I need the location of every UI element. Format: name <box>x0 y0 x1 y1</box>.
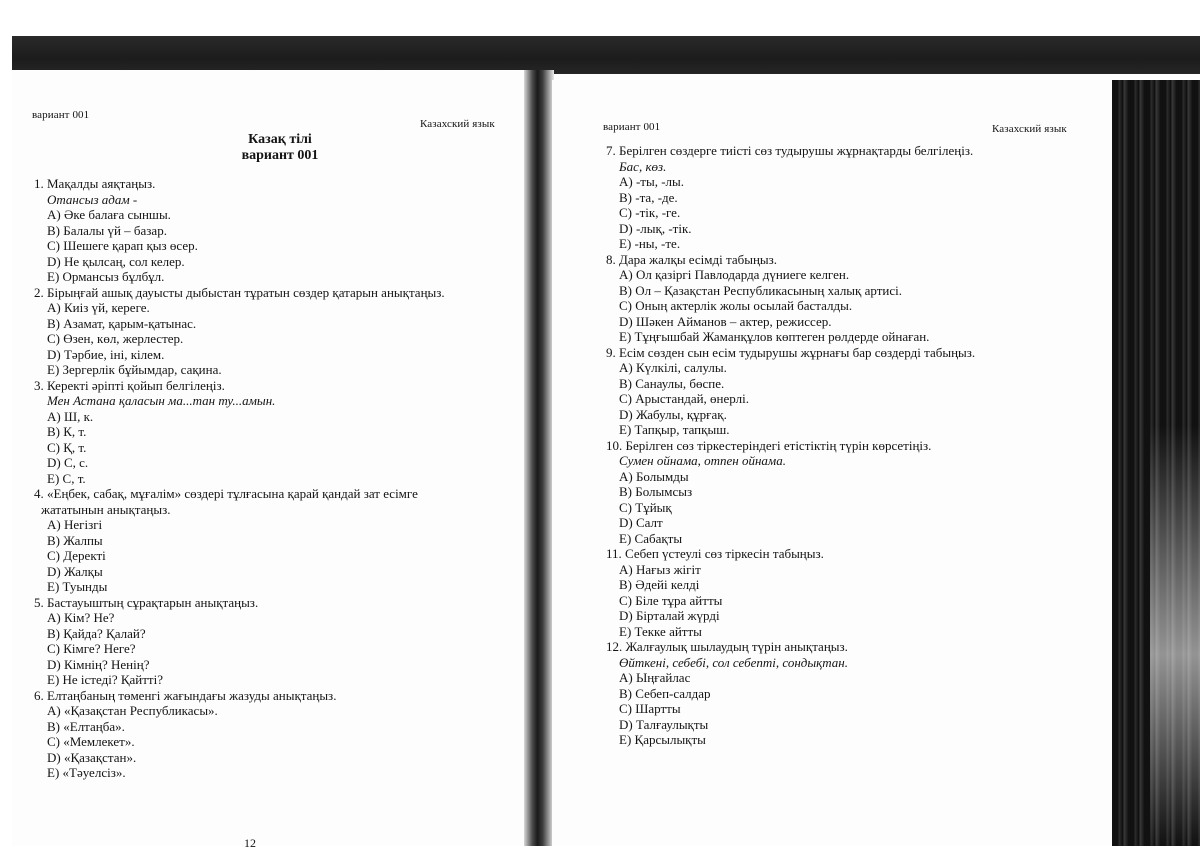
answer-option: D) Салт <box>619 515 663 530</box>
answer-option: D) Тәрбие, іні, кілем. <box>47 346 165 362</box>
question-number: 4. <box>34 486 44 501</box>
answer-option: D) -лық, -тік. <box>619 220 692 236</box>
answer-option: E) Тұңғышбай Жаманқұлов көптеген рөлдерде ойнаған. <box>619 329 930 344</box>
question-number: 8. <box>606 251 616 267</box>
question-text <box>606 252 1106 268</box>
answer-option: B) Азамат, қарым-қатынас. <box>47 315 197 331</box>
page-number: 12 <box>244 836 256 850</box>
question-prompt: «Еңбек, сабақ, мұғалім» сөздері тұлғасына қарай қандай зат есімге <box>47 486 418 501</box>
question-number: 12. <box>606 639 623 654</box>
question-example: Сумен ойнама, отпен ойнама. <box>619 453 786 468</box>
scan-right-edge-fade <box>1150 80 1200 846</box>
question-block <box>606 143 1106 252</box>
question-block <box>606 345 1106 438</box>
answer-option: A) -ты, -лы. <box>619 174 685 189</box>
question-block <box>34 176 514 285</box>
question-prompt: Бірыңғай ашық дауысты дыбыстан тұратын сөздер қатарын анықтаңыз. <box>47 284 445 300</box>
question-text <box>606 546 1106 562</box>
answer-option: C) Деректі <box>47 548 106 563</box>
question-block <box>34 688 514 781</box>
answer-option: C) Кімге? Неге? <box>47 641 136 656</box>
answer-option: D) Бірталай жүрді <box>619 608 720 623</box>
question-number: 10. <box>606 437 623 453</box>
question-prompt: Берілген сөздерге тиісті сөз тудырушы жұрнақтарды белгілеңіз. <box>619 143 974 158</box>
question-prompt: Керекті әріпті қойып белгілеңіз. <box>47 377 225 393</box>
question-prompt: Есім сөзден сын есім тудырушы жұрнағы бар сөздерді табыңыз. <box>619 344 976 360</box>
question-number: 1. <box>34 176 44 191</box>
book-gutter-shadow <box>524 70 554 846</box>
question-text <box>606 345 1106 361</box>
answer-option: A) Негізгі <box>47 517 103 532</box>
answer-option: D) Кімнің? Ненің? <box>47 656 150 672</box>
answer-option: D) Не қылсаң, сол келер. <box>47 253 185 269</box>
question-prompt-continued: жататынын анықтаңыз. <box>41 501 171 517</box>
question-text <box>34 378 514 394</box>
answer-option: A) «Қазақстан Республикасы». <box>47 703 218 718</box>
right-subject-label: Казахский язык <box>992 123 1067 135</box>
answer-option: A) Кім? Не? <box>47 610 115 625</box>
answer-option: B) Ол – Қазақстан Республикасының халық артисі. <box>619 282 902 298</box>
question-example: Бас, көз. <box>619 158 667 174</box>
question-number: 7. <box>606 143 616 158</box>
answer-option: D) Талғаулықты <box>619 716 709 732</box>
question-number: 5. <box>34 594 44 610</box>
left-question-list <box>34 176 514 781</box>
answer-option: B) -та, -де. <box>619 189 678 205</box>
answer-option: C) Өзен, көл, жерлестер. <box>47 331 184 346</box>
question-text <box>34 688 514 704</box>
answer-option: A) Ш, к. <box>47 408 94 424</box>
question-block <box>606 252 1106 345</box>
question-prompt: Мақалды аяқтаңыз. <box>47 176 156 191</box>
answer-option: C) Арыстандай, өнерлі. <box>619 391 749 406</box>
question-block <box>606 639 1106 748</box>
question-example: Мен Астана қаласын ма...тан ту...амын. <box>47 393 276 408</box>
answer-option: C) Тұйық <box>619 499 672 515</box>
question-example: Отансыз адам - <box>47 191 138 207</box>
question-number: 3. <box>34 377 44 393</box>
question-prompt: Берілген сөз тіркестеріндегі етістіктің түрін көрсетіңіз. <box>625 437 932 453</box>
answer-option: A) Ол қазіргі Павлодарда дүниеге келген. <box>619 267 850 282</box>
question-block <box>606 546 1106 639</box>
answer-option: B) Себеп-салдар <box>619 685 711 701</box>
question-text <box>34 285 514 301</box>
answer-option: C) Оның актерлік жолы осылай басталды. <box>619 298 853 313</box>
answer-option: B) Әдейі келді <box>619 577 700 592</box>
answer-option: C) Шартты <box>619 701 681 716</box>
answer-option: A) Болымды <box>619 468 689 484</box>
right-question-list <box>606 143 1106 748</box>
answer-option: C) Шешеге қарап қыз өсер. <box>47 238 198 253</box>
question-number: 2. <box>34 284 44 300</box>
answer-option: A) Күлкілі, салулы. <box>619 360 727 375</box>
answer-option: E) Зергерлік бұйымдар, сақина. <box>47 362 222 377</box>
question-prompt: Елтаңбаның төменгі жағындағы жазуды анықтаңыз. <box>47 687 337 703</box>
answer-option: E) Не істеді? Қайтті? <box>47 672 163 687</box>
question-text <box>34 486 514 502</box>
answer-option: B) Қайда? Қалай? <box>47 625 146 641</box>
answer-option: A) Киіз үй, кереге. <box>47 300 150 315</box>
answer-option: C) Біле тұра айтты <box>619 592 723 608</box>
answer-option: E) Туынды <box>47 579 108 594</box>
left-variant-label: вариант 001 <box>32 109 90 121</box>
question-block <box>34 285 514 378</box>
answer-option: B) К, т. <box>47 424 87 439</box>
question-text <box>34 176 514 192</box>
answer-option: E) -ны, -те. <box>619 236 681 251</box>
answer-option: C) -тік, -ге. <box>619 205 681 220</box>
left-title: Казақ тілі <box>248 132 312 147</box>
answer-option: E) Сабақты <box>619 530 683 546</box>
question-text <box>606 438 1106 454</box>
answer-option: E) Ормансыз бұлбұл. <box>47 269 165 284</box>
answer-option: A) Ыңғайлас <box>619 670 691 685</box>
scan-dark-band <box>12 36 1200 74</box>
question-prompt: Жалғаулық шылаудың түрін анықтаңыз. <box>625 639 848 654</box>
question-block <box>606 438 1106 547</box>
answer-option: D) С, с. <box>47 455 89 470</box>
answer-option: A) Әке балаға сыншы. <box>47 207 171 222</box>
answer-option: B) Жалпы <box>47 532 103 548</box>
answer-option: D) Жалқы <box>47 563 103 579</box>
answer-option: D) «Қазақстан». <box>47 749 137 765</box>
answer-option: E) Тапқыр, тапқыш. <box>619 422 730 437</box>
answer-option: B) Санаулы, бөспе. <box>619 375 725 391</box>
answer-option: C) Қ, т. <box>47 439 87 455</box>
question-prompt: Дара жалқы есімді табыңыз. <box>619 251 778 267</box>
question-block <box>34 486 514 595</box>
answer-option: E) Текке айтты <box>619 623 702 639</box>
question-text <box>606 639 1106 655</box>
answer-option: E) Қарсылықты <box>619 732 706 747</box>
question-block <box>34 378 514 487</box>
answer-option: B) Балалы үй – базар. <box>47 222 167 238</box>
question-text <box>34 595 514 611</box>
answer-option: B) «Елтаңба». <box>47 718 125 734</box>
left-title-variant: вариант 001 <box>241 148 319 163</box>
right-variant-label: вариант 001 <box>603 121 661 133</box>
question-example: Өйткені, себебі, сол себепті, сондықтан. <box>619 654 848 670</box>
question-block <box>34 595 514 688</box>
question-prompt: Себеп үстеулі сөз тіркесін табыңыз. <box>625 546 824 561</box>
question-prompt: Бастауыштың сұрақтарын анықтаңыз. <box>47 594 259 610</box>
answer-option: E) «Тәуелсіз». <box>47 765 126 780</box>
left-subject-label: Казахский язык <box>420 118 495 130</box>
answer-option: B) Болымсыз <box>619 484 693 499</box>
answer-option: C) «Мемлекет». <box>47 734 135 749</box>
answer-option: D) Жабулы, құрғақ. <box>619 406 727 422</box>
question-text <box>606 143 1106 159</box>
answer-option: E) С, т. <box>47 470 86 486</box>
question-number: 6. <box>34 687 44 703</box>
answer-option: A) Нағыз жігіт <box>619 561 701 577</box>
question-number: 9. <box>606 344 616 360</box>
answer-option: D) Шәкен Айманов – актер, режиссер. <box>619 313 832 329</box>
question-number: 11. <box>606 546 622 561</box>
